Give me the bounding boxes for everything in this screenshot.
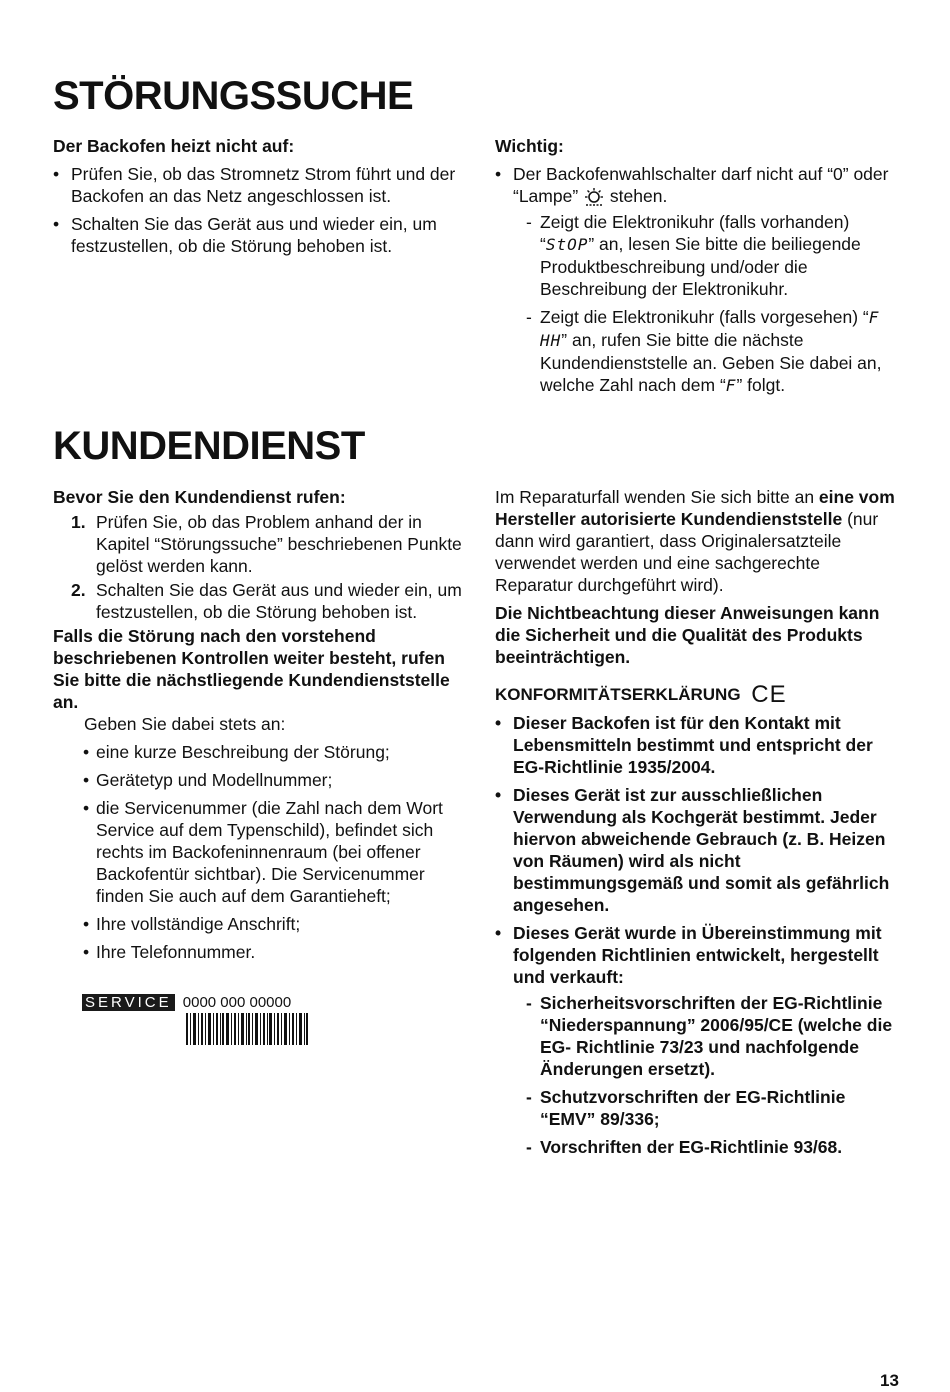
info-list: [53, 741, 463, 963]
important-list: [495, 163, 900, 397]
no-heat-list: [53, 163, 463, 257]
troubleshooting-right-column: [495, 135, 900, 403]
barcode-icon: [186, 1013, 308, 1045]
service-left-column: [53, 486, 463, 969]
ce-mark: CE: [751, 681, 787, 708]
persisting-fault-note: Falls die Störung nach den vorstehend beschriebenen Kontrollen weiter besteht, rufen Sie bitte die nächstliegende Kundendienststelle an.: [53, 626, 450, 712]
list-item: • Schalten Sie das Gerät aus und wieder ein, um festzustellen, ob die Störung behoben ist.: [53, 213, 463, 257]
sub-text: Zeigt die Elektronikuhr (falls vorhanden) “: [540, 212, 850, 254]
lamp-icon: [583, 187, 605, 207]
list-item: • eine kurze Beschreibung der Störung;: [83, 741, 463, 763]
list-item: - Sicherheitsvorschriften der EG-Richtlinie “Niederspannung” 2006/95/CE (welche die EG- Richtlinie 73/23 und nachfolgende Änderungen ersetzt).: [526, 992, 900, 1080]
list-item: • Dieses Gerät ist zur ausschließlichen Verwendung als Kochgerät bestimmt. Jeder hiervon abweichende Gebrauch (z. B. Heizen von Räumen) wird als nicht bestimmungsgemäß und somit als gefährlich angesehen.: [495, 784, 900, 916]
list-item: - Vorschriften der EG-Richtlinie 93/68.: [526, 1136, 900, 1158]
repair-paragraph: [495, 486, 900, 596]
sub-text: ” an, lesen Sie bitte die beiliegende Produktbeschreibung und/oder die Beschreibung der Elektronikuhr.: [540, 234, 861, 299]
list-item: • Ihre vollständige Anschrift;: [83, 913, 463, 935]
list-item: • Dieser Backofen ist für den Kontakt mit Lebensmitteln bestimmt und entspricht der EG-Richtlinie 1935/2004.: [495, 712, 900, 778]
repair-text: Im Reparaturfall wenden Sie sich bitte an: [495, 487, 819, 507]
list-item: [526, 211, 900, 300]
service-box: SERVICE: [82, 994, 175, 1011]
noncompliance-warning: Die Nichtbeachtung dieser Anweisungen kann die Sicherheit und die Qualität des Produkts beeinträchtigen.: [495, 603, 880, 667]
selector-text: Der Backofenwahlschalter darf nicht auf “0” oder “Lampe”: [513, 164, 889, 206]
troubleshooting-title: STÖRUNGSSUCHE: [53, 74, 414, 118]
error-code-letter: F: [725, 376, 737, 395]
steps-list: [53, 511, 463, 623]
list-item: - Schutzvorschriften der EG-Richtlinie “EMV” 89/336;: [526, 1086, 900, 1130]
conformity-heading: [495, 681, 900, 708]
troubleshooting-left-column: [53, 135, 463, 263]
list-item: • Prüfen Sie, ob das Stromnetz Strom führt und der Backofen an das Netz angeschlossen ist.: [53, 163, 463, 207]
service-title: KUNDENDIENST: [53, 424, 365, 468]
page-number: 13: [880, 1371, 899, 1390]
give-info-text: Geben Sie dabei stets an:: [84, 714, 286, 734]
list-item: [495, 163, 900, 397]
before-call-heading: Bevor Sie den Kundendienst rufen:: [53, 487, 346, 507]
list-item: [53, 579, 463, 623]
repair-text-end: (nur dann wird garantiert, dass Originalersatzteile verwendet werden und eine sachgerechte Reparatur durchgeführt wird).: [495, 509, 879, 595]
list-item: • Ihre Telefonnummer.: [83, 941, 463, 963]
conformity-list: [495, 712, 900, 1158]
sub-text: ” folgt.: [736, 375, 786, 395]
conformity-heading-text: KONFORMITÄTSERKLÄRUNG: [495, 685, 741, 704]
step-text: Prüfen Sie, ob das Problem anhand der in Kapitel “Störungssuche” beschriebenen Punkte gelöst werden kann.: [96, 512, 462, 576]
clock-sub-list: [513, 211, 900, 397]
stop-code: StOP: [545, 235, 589, 254]
sub-text: ” an, rufen Sie bitte die nächste Kundendienststelle an. Geben Sie dabei an, welche Zahl nach dem “: [540, 330, 882, 395]
sub-text: Zeigt die Elektronikuhr (falls vorgesehen) “: [540, 307, 869, 327]
list-item: [495, 922, 900, 1158]
list-item: • Gerätetyp und Modellnummer;: [83, 769, 463, 791]
selector-text-end: stehen.: [609, 186, 668, 206]
important-heading: Wichtig:: [495, 136, 564, 156]
directives-list: [513, 992, 900, 1158]
step-number: 1.: [71, 512, 86, 532]
list-item: [526, 306, 900, 397]
repair-bold-text: eine vom Hersteller autorisierte Kundendienststelle: [495, 487, 895, 529]
service-label: [82, 994, 291, 1012]
service-number: 0000 000 00000: [182, 994, 292, 1011]
step-number: 2.: [71, 580, 86, 600]
directives-intro: Dieses Gerät wurde in Übereinstimmung mit folgenden Richtlinien entwickelt, hergestellt und verkauft:: [513, 923, 882, 987]
error-code: F HH: [540, 308, 880, 350]
no-heat-heading: Der Backofen heizt nicht auf:: [53, 136, 295, 156]
list-item: [53, 511, 463, 577]
service-right-column: [495, 486, 900, 1164]
step-text: Schalten Sie das Gerät aus und wieder ein, um festzustellen, ob die Störung behoben ist.: [96, 580, 462, 622]
list-item: • die Servicenummer (die Zahl nach dem Wort Service auf dem Typenschild), befindet sich rechts im Backofeninnenraum (bei offener Backofentür sichtbar). Die Servicenummer finden Sie auch auf dem Garantieheft;: [83, 797, 463, 907]
